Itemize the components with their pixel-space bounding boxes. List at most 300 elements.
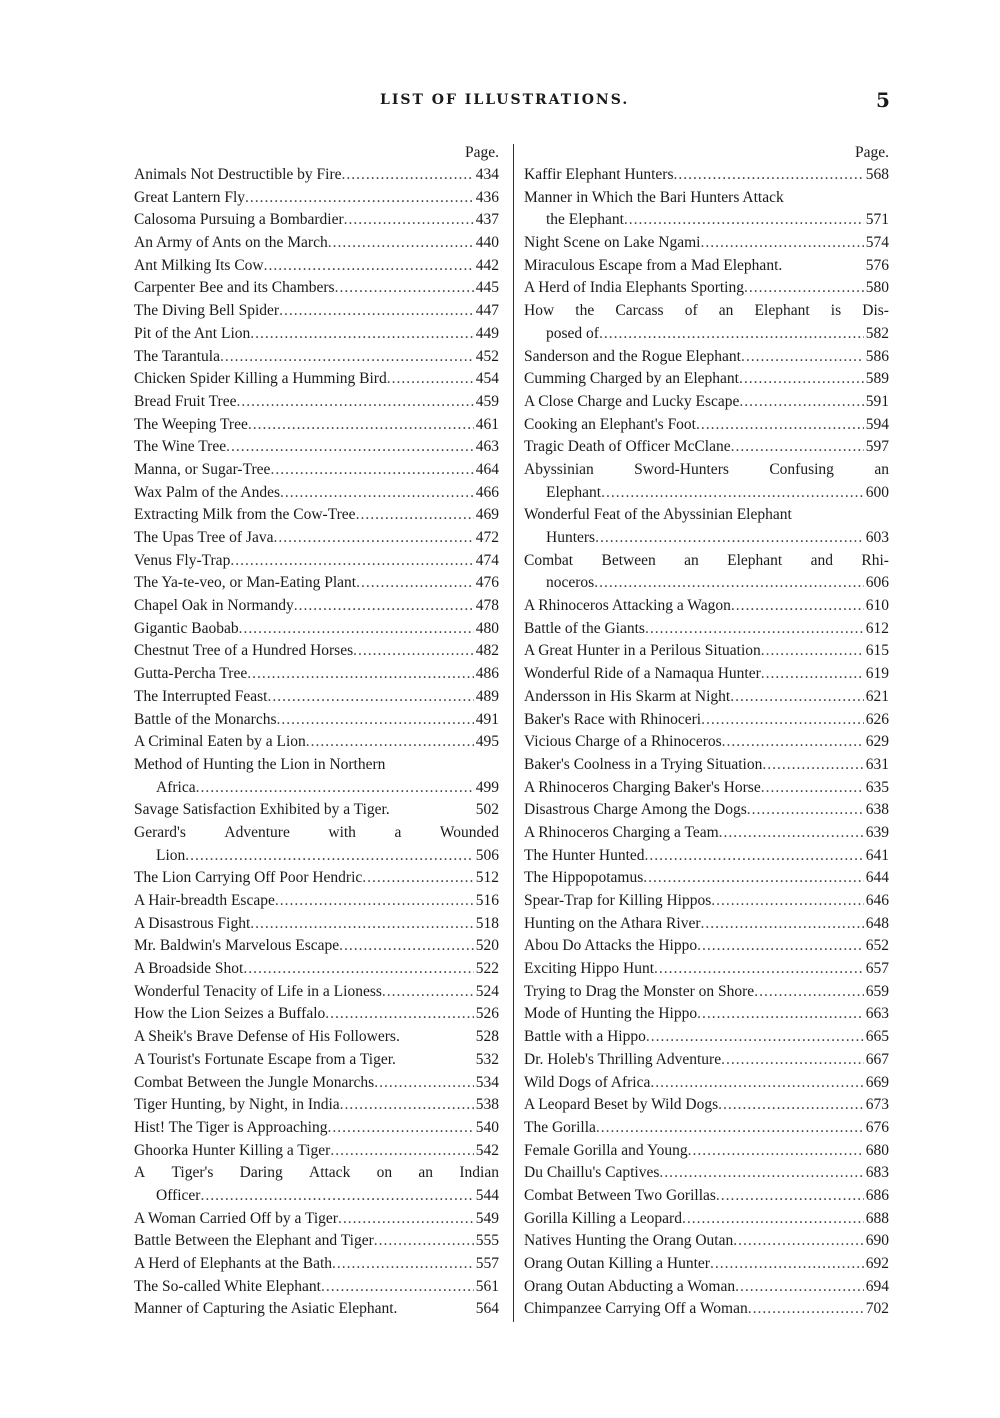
- entry-page: 694: [865, 1277, 889, 1295]
- entry-page: 534: [475, 1073, 499, 1091]
- entry-page: 449: [475, 324, 499, 342]
- entry-title: Chimpanzee Carrying Off a Woman: [524, 1300, 748, 1318]
- entry-title: Battle with a Hippo: [524, 1028, 646, 1046]
- leader-dots: [700, 232, 863, 255]
- list-item: [134, 731, 499, 754]
- entry-title: The Weeping Tree: [134, 415, 248, 433]
- entry-title: Hunting on the Athara River: [524, 914, 701, 932]
- entry-page: 667: [865, 1050, 889, 1068]
- list-item: [524, 459, 889, 482]
- entries-list: [524, 164, 889, 1321]
- list-item: [524, 164, 889, 187]
- list-item: [134, 1162, 499, 1185]
- entry-title: The Wine Tree: [134, 438, 227, 456]
- list-item: [524, 1094, 889, 1117]
- list-item: [524, 187, 889, 210]
- entry-title: Battle of the Monarchs: [134, 710, 277, 728]
- leader-dots: [596, 1117, 864, 1140]
- leader-dots: [185, 845, 473, 868]
- leader-dots: [279, 300, 474, 323]
- list-item: [134, 754, 499, 777]
- list-item: [524, 504, 889, 527]
- list-item: [524, 1003, 889, 1026]
- entry-title-continuation: noceros: [546, 574, 595, 592]
- list-item: [134, 1049, 499, 1072]
- leader-dots: [330, 1140, 473, 1163]
- leader-dots: [245, 187, 474, 210]
- list-item: [134, 640, 499, 663]
- entry-page: 576: [865, 256, 889, 274]
- leader-dots: [739, 391, 863, 414]
- entry-title: Great Lantern Fly: [134, 188, 246, 206]
- entry-title: Ghoorka Hunter Killing a Tiger: [134, 1141, 331, 1159]
- leader-dots: [250, 323, 474, 346]
- list-item: [134, 482, 499, 505]
- entry-title: Gutta-Percha Tree: [134, 665, 248, 683]
- leader-dots: [236, 391, 473, 414]
- entry-page: 463: [475, 438, 499, 456]
- list-item: [524, 414, 889, 437]
- entry-page: 557: [475, 1255, 499, 1272]
- entry-page: 452: [475, 347, 499, 365]
- entry-title: Manner in Which the Bari Hunters Attack: [524, 188, 784, 206]
- leader-dots: [721, 1049, 864, 1072]
- entry-title: A Rhinoceros Attacking a Wagon: [524, 597, 731, 615]
- entry-page: 663: [865, 1005, 889, 1023]
- entry-page: 544: [475, 1186, 499, 1204]
- entry-title-justified: Gerard's Adventure with a Wounded: [134, 823, 499, 841]
- list-item: [524, 1140, 889, 1163]
- leader-dots: [716, 1185, 864, 1208]
- entry-title: The So-called White Elephant: [134, 1277, 321, 1295]
- entry-title: Cooking an Elephant's Foot: [524, 415, 696, 433]
- entry-page: 641: [865, 846, 889, 864]
- entry-title: A Great Hunter in a Perilous Situation: [524, 642, 761, 660]
- entry-title: Bread Fruit Tree: [134, 392, 237, 410]
- leader-dots: [339, 935, 474, 958]
- list-item: [134, 913, 499, 936]
- list-item-continuation: [524, 482, 889, 505]
- entry-page: 538: [475, 1096, 499, 1114]
- entry-title: The Interrupted Feast: [134, 687, 268, 705]
- list-item: [134, 1117, 499, 1140]
- entry-page: 480: [475, 619, 499, 637]
- entry-title: The Upas Tree of Java: [134, 529, 274, 546]
- list-item: [524, 1208, 889, 1231]
- list-item: [524, 391, 889, 414]
- leader-dots: [711, 890, 863, 913]
- list-item-continuation: [134, 777, 499, 800]
- list-item: [524, 346, 889, 369]
- column-heading: Page.: [464, 144, 499, 161]
- entry-title: Manna, or Sugar-Tree: [134, 460, 271, 478]
- list-item: [134, 550, 499, 573]
- entry-title: Combat Between Two Gorillas: [524, 1186, 716, 1204]
- entry-title: The Gorilla: [524, 1118, 596, 1136]
- leader-dots: [761, 640, 864, 663]
- leader-dots: [730, 686, 864, 709]
- list-item: [134, 958, 499, 981]
- entry-page: 502: [475, 801, 499, 819]
- leader-dots: [599, 323, 864, 346]
- entry-title: Tiger Hunting, by Night, in India: [134, 1096, 340, 1114]
- leader-dots: [748, 1298, 864, 1321]
- list-item: [134, 1072, 499, 1095]
- leader-dots: [338, 1208, 474, 1231]
- entry-title-continuation: the Elephant: [546, 211, 624, 229]
- entry-page: 561: [475, 1277, 499, 1295]
- list-item: [134, 1003, 499, 1026]
- entry-title: Wonderful Tenacity of Life in a Lioness: [134, 982, 382, 1000]
- entry-page: 461: [475, 415, 499, 433]
- entry-title: A Sheik's Brave Defense of His Followers.: [134, 1028, 400, 1046]
- entry-title: A Woman Carried Off by a Tiger: [134, 1209, 338, 1227]
- list-item: [134, 709, 499, 732]
- list-item: [134, 663, 499, 686]
- entry-page: 495: [475, 733, 499, 751]
- list-item: [134, 436, 499, 459]
- leader-dots: [659, 1162, 863, 1185]
- list-item: [524, 1298, 889, 1321]
- entry-title: Vicious Charge of a Rhinoceros: [524, 733, 722, 751]
- entry-page: 516: [475, 892, 499, 909]
- entry-title: A Rhinoceros Charging a Team: [524, 823, 719, 841]
- column-divider: [513, 144, 514, 1322]
- page-number: 5: [876, 88, 890, 112]
- entry-title: Chapel Oak in Normandy: [134, 597, 294, 615]
- entry-title: Hist! The Tiger is Approaching: [134, 1118, 328, 1136]
- entry-page: 606: [865, 574, 889, 592]
- entry-page: 532: [475, 1050, 499, 1068]
- leader-dots: [294, 595, 474, 618]
- entry-page: 518: [475, 914, 499, 932]
- list-item: [524, 1185, 889, 1208]
- list-item: [524, 958, 889, 981]
- leader-dots: [230, 550, 473, 573]
- list-item: [134, 618, 499, 641]
- leader-dots: [645, 845, 864, 868]
- list-item: [134, 300, 499, 323]
- entry-title: Baker's Coolness in a Trying Situation: [524, 755, 763, 773]
- entry-page: 615: [865, 642, 889, 660]
- list-item-continuation: [524, 323, 889, 346]
- entry-page: 690: [865, 1232, 889, 1250]
- entry-page: 564: [475, 1300, 499, 1318]
- entry-page: 489: [475, 687, 499, 705]
- entry-title: Battle of the Giants: [524, 619, 645, 637]
- entry-page: 659: [865, 982, 889, 1000]
- list-item: [134, 1230, 499, 1253]
- entry-title: Chestnut Tree of a Hundred Horses: [134, 642, 354, 660]
- list-item: [524, 1162, 889, 1185]
- leader-dots: [701, 913, 864, 936]
- list-item: [134, 572, 499, 595]
- entry-page: 603: [865, 529, 889, 546]
- entry-page: 586: [865, 347, 889, 365]
- entry-title: Orang Outan Killing a Hunter: [524, 1255, 710, 1272]
- list-item: [524, 777, 889, 800]
- entry-title: Abou Do Attacks the Hippo: [524, 937, 698, 955]
- list-item: [524, 663, 889, 686]
- entry-title: Disastrous Charge Among the Dogs: [524, 801, 747, 819]
- entry-title: Orang Outan Abducting a Woman: [524, 1277, 736, 1295]
- page-header: [0, 88, 1000, 118]
- list-item: [524, 1072, 889, 1095]
- entry-page: 542: [475, 1141, 499, 1159]
- list-item: [524, 845, 889, 868]
- entry-title: Dr. Holeb's Thrilling Adventure: [524, 1050, 722, 1068]
- entry-title: A Criminal Eaten by a Lion: [134, 733, 306, 751]
- entry-title: Wild Dogs of Africa: [524, 1073, 651, 1091]
- leader-dots: [327, 1117, 473, 1140]
- leader-dots: [744, 277, 864, 300]
- leader-dots: [250, 913, 473, 936]
- leader-dots: [682, 1208, 864, 1231]
- entry-title: Trying to Drag the Monster on Shore: [524, 982, 755, 1000]
- entry-title: Mr. Baldwin's Marvelous Escape: [134, 937, 340, 955]
- entry-page: 673: [865, 1096, 889, 1114]
- entry-page: 434: [475, 166, 499, 183]
- entry-page: 629: [865, 733, 889, 751]
- entry-title-continuation: Africa: [156, 778, 196, 796]
- entry-title: The Diving Bell Spider: [134, 302, 280, 320]
- leader-dots: [701, 709, 864, 732]
- list-item-continuation: [134, 845, 499, 868]
- list-item: [134, 1208, 499, 1231]
- list-item: [134, 164, 499, 187]
- leader-dots: [762, 754, 863, 777]
- leader-dots: [645, 618, 864, 641]
- list-item: [134, 277, 499, 300]
- entry-page: 526: [475, 1005, 499, 1023]
- leader-dots: [761, 663, 864, 686]
- entry-title: Gorilla Killing a Leopard: [524, 1209, 682, 1227]
- entry-title: The Ya-te-veo, or Man-Eating Plant: [134, 574, 357, 592]
- entry-title-continuation: Hunters: [546, 529, 596, 546]
- leader-dots: [353, 640, 474, 663]
- entry-page: 638: [865, 801, 889, 819]
- entry-page: 478: [475, 597, 499, 615]
- leader-dots: [722, 731, 864, 754]
- list-item: [524, 232, 889, 255]
- entry-page: 686: [865, 1186, 889, 1204]
- entry-title: A Herd of Elephants at the Bath: [134, 1255, 333, 1272]
- leader-dots: [374, 1230, 474, 1253]
- entry-page: 610: [865, 597, 889, 615]
- leader-dots: [601, 482, 864, 505]
- page-title: LIST OF ILLUSTRATIONS.: [380, 92, 630, 108]
- entry-page: 522: [475, 960, 499, 978]
- list-item: [524, 913, 889, 936]
- leader-dots: [718, 1094, 864, 1117]
- entry-page: 524: [475, 982, 499, 1000]
- leader-dots: [335, 277, 474, 300]
- entry-title: An Army of Ants on the March: [134, 234, 328, 252]
- entry-page: 512: [475, 869, 499, 887]
- leader-dots: [243, 958, 473, 981]
- entry-title: Pit of the Ant Lion: [134, 324, 251, 342]
- entry-title: Tragic Death of Officer McClane: [524, 438, 731, 456]
- leader-dots: [226, 436, 474, 459]
- illustrations-column-right: [524, 142, 889, 1321]
- entry-title-justified: Abyssinian Sword-Hunters Confusing an: [524, 460, 889, 478]
- entry-title: Chicken Spider Killing a Humming Bird: [134, 370, 387, 388]
- entry-page: 442: [475, 256, 499, 274]
- entry-page: 646: [865, 892, 889, 909]
- list-item: [134, 459, 499, 482]
- list-item: [134, 414, 499, 437]
- leader-dots: [248, 414, 474, 437]
- leader-dots: [710, 1253, 864, 1276]
- leader-dots: [387, 368, 474, 391]
- entry-title: A Broadside Shot: [134, 960, 244, 978]
- leader-dots: [356, 504, 474, 527]
- entry-title: Manner of Capturing the Asiatic Elephant.: [134, 1300, 398, 1318]
- entry-title: A Tourist's Fortunate Escape from a Tiger.: [134, 1050, 396, 1068]
- entry-page: 469: [475, 506, 499, 524]
- leader-dots: [273, 527, 473, 550]
- entry-page: 652: [865, 937, 889, 955]
- entry-page: 648: [865, 914, 889, 932]
- entry-page: 676: [865, 1118, 889, 1136]
- entry-title: The Hippopotamus: [524, 869, 644, 887]
- list-item: [134, 1140, 499, 1163]
- entry-title: A Leopard Beset by Wild Dogs: [524, 1096, 719, 1114]
- entry-page: 437: [475, 211, 499, 229]
- list-item: [134, 890, 499, 913]
- leader-dots: [761, 777, 864, 800]
- entry-title: Exciting Hippo Hunt: [524, 960, 655, 978]
- entry-title: Du Chaillu's Captives: [524, 1164, 660, 1182]
- list-item: [134, 1253, 499, 1276]
- list-item: [524, 1253, 889, 1276]
- entry-title: Andersson in His Skarm at Night: [524, 687, 731, 705]
- leader-dots: [356, 572, 474, 595]
- entry-title: Method of Hunting the Lion in Northern: [134, 755, 386, 773]
- entry-page: 669: [865, 1073, 889, 1091]
- leader-dots: [247, 663, 474, 686]
- entry-page: 520: [475, 937, 499, 955]
- entry-page: 683: [865, 1164, 889, 1182]
- list-item: [524, 1026, 889, 1049]
- list-item: [134, 935, 499, 958]
- entry-page: 491: [475, 710, 499, 728]
- entry-title: Savage Satisfaction Exhibited by a Tiger.: [134, 801, 390, 819]
- list-item: [524, 890, 889, 913]
- list-item: [134, 504, 499, 527]
- list-item: [524, 1117, 889, 1140]
- entry-page: 612: [865, 619, 889, 637]
- entry-page: 466: [475, 483, 499, 501]
- leader-dots: [332, 1253, 474, 1276]
- list-item: [524, 300, 889, 323]
- leader-dots: [650, 1072, 863, 1095]
- entry-title: Cumming Charged by an Elephant: [524, 370, 739, 388]
- entry-page: 506: [475, 846, 499, 864]
- entry-title: A Hair-breadth Escape: [134, 892, 275, 909]
- entry-page: 464: [475, 460, 499, 478]
- leader-dots: [731, 436, 864, 459]
- entry-page: 692: [865, 1255, 889, 1272]
- entry-page: 445: [475, 279, 499, 297]
- leader-dots: [754, 981, 864, 1004]
- leader-dots: [624, 209, 864, 232]
- entry-page: 549: [475, 1209, 499, 1227]
- entry-page: 574: [865, 234, 889, 252]
- entry-page: 591: [865, 392, 889, 410]
- leader-dots: [697, 935, 864, 958]
- list-item: [134, 1026, 499, 1049]
- list-item: [524, 368, 889, 391]
- entry-page: 454: [475, 370, 499, 388]
- list-item: [524, 686, 889, 709]
- entry-title: Calosoma Pursuing a Bombardier: [134, 211, 344, 229]
- entry-page: 619: [865, 665, 889, 683]
- entry-page: 555: [475, 1232, 499, 1250]
- leader-dots: [340, 1094, 474, 1117]
- entry-page: 665: [865, 1028, 889, 1046]
- list-item: [134, 368, 499, 391]
- entry-title: The Tarantula: [134, 347, 220, 365]
- entry-title: Female Gorilla and Young: [524, 1141, 688, 1159]
- leader-dots: [239, 618, 474, 641]
- entry-title: The Hunter Hunted: [524, 846, 645, 864]
- entry-title-continuation: Lion: [156, 846, 186, 864]
- leader-dots: [200, 1185, 473, 1208]
- list-item-continuation: [134, 1185, 499, 1208]
- list-item: [524, 799, 889, 822]
- entry-title: Battle Between the Elephant and Tiger: [134, 1232, 374, 1250]
- entry-title-justified: How the Carcass of an Elephant is Dis-: [524, 302, 889, 320]
- entry-page: 540: [475, 1118, 499, 1136]
- leader-dots: [321, 1276, 474, 1299]
- list-item: [524, 618, 889, 641]
- entry-page: 571: [865, 211, 889, 229]
- entry-title: Gigantic Baobab: [134, 619, 239, 637]
- list-item: [134, 527, 499, 550]
- list-item-continuation: [524, 572, 889, 595]
- entry-page: 680: [865, 1141, 889, 1159]
- entry-page: 528: [475, 1028, 499, 1046]
- list-item: [134, 595, 499, 618]
- list-item: [134, 1094, 499, 1117]
- entry-page: 440: [475, 234, 499, 252]
- list-item: [524, 640, 889, 663]
- list-item: [524, 436, 889, 459]
- leader-dots: [747, 799, 864, 822]
- leader-dots: [264, 255, 474, 278]
- entry-page: 474: [475, 551, 499, 569]
- entry-title: Night Scene on Lake Ngami: [524, 234, 701, 252]
- entry-page: 447: [475, 302, 499, 320]
- entry-title: Mode of Hunting the Hippo: [524, 1005, 698, 1023]
- entry-title: A Herd of India Elephants Sporting: [524, 279, 744, 297]
- list-item: [524, 595, 889, 618]
- entry-page: 459: [475, 392, 499, 410]
- entry-page: 568: [865, 166, 889, 183]
- list-item: [134, 686, 499, 709]
- entry-title: A Rhinoceros Charging Baker's Horse: [524, 778, 761, 796]
- entry-title: Kaffir Elephant Hunters: [524, 166, 674, 183]
- list-item: [524, 754, 889, 777]
- entry-page: 702: [865, 1300, 889, 1318]
- list-item: [134, 209, 499, 232]
- leader-dots: [688, 1140, 864, 1163]
- entry-title: Natives Hunting the Orang Outan: [524, 1232, 734, 1250]
- leader-dots: [735, 1276, 864, 1299]
- list-item: [134, 822, 499, 845]
- leader-dots: [697, 1003, 864, 1026]
